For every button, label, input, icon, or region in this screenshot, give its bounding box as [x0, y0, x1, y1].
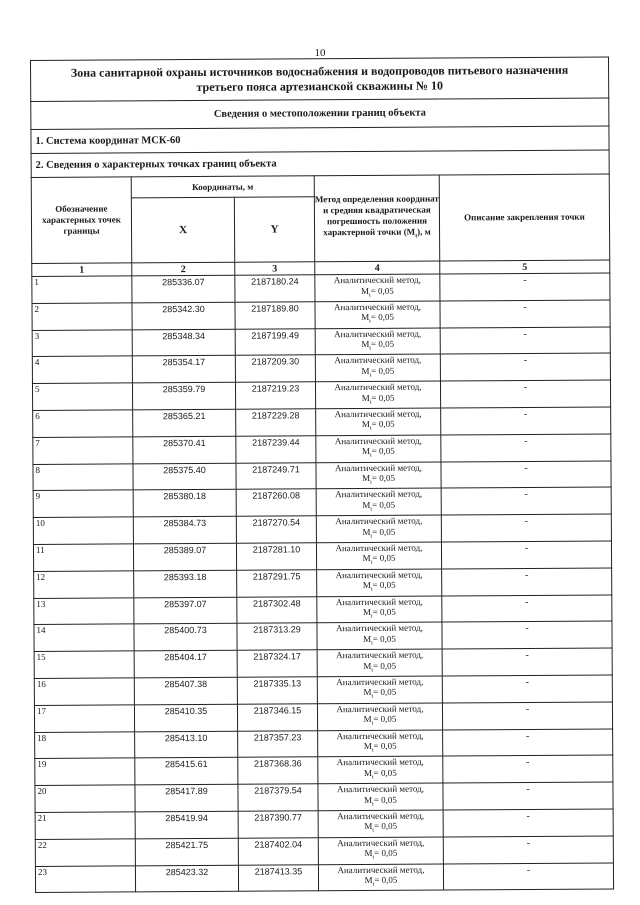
- header-y: Y: [234, 197, 314, 262]
- method-m: M: [362, 499, 371, 510]
- boundary-table: [30, 56, 614, 893]
- method-m: M: [364, 821, 373, 832]
- method-accuracy: = 0,05: [374, 848, 398, 859]
- method-m: M: [362, 473, 371, 484]
- coord-y: 2187219.23: [235, 382, 315, 409]
- method-accuracy: = 0,05: [372, 553, 396, 564]
- table-row: [35, 836, 613, 866]
- table-row: [33, 434, 611, 464]
- method-sub: t: [371, 694, 374, 701]
- point-description: -: [440, 273, 610, 301]
- method-accuracy: = 0,05: [373, 687, 397, 698]
- method-text: Аналитический метод,: [337, 837, 425, 848]
- method-accuracy: = 0,05: [371, 446, 395, 457]
- method-accuracy: = 0,05: [372, 633, 396, 644]
- table-row: [35, 782, 613, 812]
- method-text: Аналитический метод,: [337, 864, 425, 875]
- point-id: 14: [34, 624, 134, 651]
- method-cell: [317, 703, 442, 731]
- method-sub: t: [369, 292, 371, 299]
- points-heading: 2. Сведения о характерных точках границ объекта: [31, 150, 609, 178]
- method-m: M: [363, 633, 372, 644]
- coord-y: 2187379.54: [238, 784, 318, 811]
- point-id: 17: [34, 705, 134, 732]
- coord-x: 285375.40: [133, 463, 236, 490]
- method-text: Аналитический метод,: [334, 381, 422, 393]
- column-number: 3: [235, 262, 315, 275]
- table-row: [33, 407, 611, 437]
- method-cell: [315, 301, 440, 329]
- method-accuracy: = 0,05: [371, 419, 395, 430]
- document-title: Зона санитарной охраны источников водоснабжения и водопроводов питьевого назначения третьего пояса артезианской скважины № 10: [31, 57, 609, 102]
- method-text: Аналитический метод,: [334, 355, 422, 366]
- point-id: 23: [35, 865, 135, 892]
- method-m: M: [362, 606, 372, 618]
- table-row: [32, 380, 610, 410]
- method-sub: t: [371, 667, 374, 674]
- method-sub: t: [371, 747, 374, 754]
- point-description: -: [442, 702, 612, 730]
- method-sub: t: [369, 372, 372, 379]
- document-body: [30, 56, 613, 893]
- table-row: [33, 461, 611, 491]
- table-row: [34, 568, 612, 598]
- header-description: Описание закрепления точки: [439, 174, 610, 261]
- coord-x: 285348.34: [132, 329, 235, 356]
- point-id: 16: [34, 678, 134, 705]
- method-accuracy: = 0,05: [374, 874, 398, 885]
- point-description: -: [442, 648, 612, 676]
- coord-x: 285415.61: [135, 758, 238, 785]
- method-m: M: [360, 285, 370, 296]
- table-row: [34, 675, 612, 705]
- method-accuracy: = 0,05: [371, 392, 395, 403]
- method-sub: t: [372, 854, 375, 861]
- method-text: Аналитический метод,: [336, 730, 424, 741]
- method-text: Аналитический метод,: [335, 515, 423, 527]
- point-description: -: [442, 675, 612, 703]
- point-description: -: [443, 809, 613, 837]
- coord-x: 285393.18: [134, 570, 237, 597]
- point-id: 4: [32, 356, 132, 383]
- table-row: [33, 514, 611, 544]
- point-description: -: [443, 862, 613, 890]
- coord-x: 285404.17: [134, 650, 237, 677]
- method-accuracy: = 0,05: [373, 821, 398, 832]
- method-cell: [316, 542, 441, 570]
- table-row: [35, 729, 613, 759]
- point-id: 18: [35, 731, 135, 758]
- method-cell: [318, 837, 443, 865]
- method-text: Аналитический метод,: [335, 596, 423, 607]
- coord-y: 2187302.48: [237, 596, 317, 623]
- method-accuracy: = 0,05: [370, 312, 394, 323]
- method-m: M: [363, 687, 372, 698]
- coord-x: 285423.32: [135, 865, 238, 892]
- point-description: -: [440, 300, 610, 328]
- coord-x: 285419.94: [135, 811, 238, 838]
- coord-y: 2187281.10: [236, 543, 316, 570]
- method-text: Аналитический метод,: [336, 703, 424, 714]
- coord-y: 2187270.54: [236, 516, 316, 543]
- table-row: [33, 487, 611, 517]
- column-number: 4: [315, 261, 440, 275]
- method-m: M: [363, 740, 372, 752]
- method-cell: [316, 515, 441, 543]
- method-m: M: [364, 874, 373, 886]
- point-id: 21: [35, 812, 135, 839]
- method-m: M: [364, 848, 373, 859]
- method-accuracy: = 0,05: [372, 526, 396, 537]
- coord-x: 285336.07: [132, 275, 235, 302]
- coord-x: 285380.18: [133, 490, 236, 517]
- method-m: M: [363, 714, 372, 725]
- method-cell: [315, 381, 440, 409]
- method-sub: t: [369, 319, 371, 326]
- method-accuracy: = 0,05: [373, 714, 397, 725]
- point-description: -: [443, 836, 613, 864]
- method-cell: [315, 274, 440, 302]
- method-accuracy: = 0,05: [373, 794, 397, 805]
- header-method: Метод определения координат и средняя квадратическая погрешность положения характерной точки $(M_t)$, м: [314, 175, 440, 262]
- table-row: [34, 621, 612, 651]
- coord-y: 2187413.35: [238, 864, 318, 891]
- method-m: M: [362, 526, 371, 537]
- method-accuracy: = 0,05: [372, 580, 396, 591]
- coord-y: 2187291.75: [237, 570, 317, 597]
- coord-x: 285417.89: [135, 784, 238, 811]
- point-description: -: [442, 621, 612, 649]
- method-m: M: [361, 392, 370, 403]
- method-cell: [318, 864, 443, 892]
- method-cell: [318, 810, 443, 838]
- point-description: -: [441, 461, 611, 489]
- coord-y: 2187239.44: [236, 436, 316, 463]
- method-accuracy: = 0,05: [372, 660, 397, 671]
- method-text: Аналитический метод,: [336, 783, 425, 795]
- method-text: Аналитический метод,: [335, 488, 423, 500]
- method-m: M: [361, 419, 370, 430]
- table-row: [35, 755, 613, 785]
- point-id: 7: [33, 437, 133, 464]
- table-row: [32, 353, 610, 383]
- method-sub: t: [369, 399, 372, 406]
- point-id: 9: [33, 490, 133, 517]
- method-m: M: [363, 660, 372, 671]
- coord-x: 285407.38: [134, 677, 237, 704]
- method-sub: t: [370, 586, 373, 593]
- point-id: 20: [35, 785, 135, 812]
- header-coordinates: Координаты, м: [131, 176, 314, 198]
- coord-x: 285421.75: [135, 838, 238, 865]
- coord-y: 2187209.30: [235, 355, 315, 382]
- method-accuracy: = 0,05: [371, 365, 395, 376]
- coord-y: 2187390.77: [238, 811, 318, 838]
- point-id: 15: [34, 651, 134, 678]
- coord-x: 285384.73: [133, 516, 236, 543]
- coord-y: 2187189.80: [235, 302, 315, 329]
- method-cell: [316, 488, 441, 516]
- method-accuracy: = 0,05: [371, 499, 396, 510]
- page-number: 10: [314, 47, 326, 59]
- method-sub: t: [370, 560, 373, 567]
- method-m: M: [361, 339, 370, 350]
- point-description: -: [440, 327, 610, 355]
- point-description: -: [443, 782, 613, 810]
- point-id: 11: [33, 544, 133, 571]
- column-number: 5: [440, 260, 610, 274]
- point-description: -: [440, 353, 610, 381]
- method-cell: [315, 328, 440, 356]
- method-cell: [317, 569, 442, 597]
- method-cell: [316, 408, 441, 436]
- method-m: M: [361, 446, 371, 457]
- point-description: -: [441, 541, 611, 569]
- method-accuracy: = 0,05: [370, 285, 394, 296]
- coord-y: 2187180.24: [235, 275, 315, 302]
- method-accuracy: = 0,05: [373, 740, 397, 751]
- method-cell: [318, 730, 443, 758]
- coord-x: 285354.17: [132, 356, 235, 383]
- coord-y: 2187260.08: [236, 489, 316, 516]
- coord-x: 285410.35: [134, 704, 237, 731]
- method-sub: t: [372, 881, 375, 888]
- coord-y: 2187357.23: [238, 730, 318, 757]
- table-row: [33, 541, 611, 571]
- method-cell: [316, 435, 441, 463]
- table-row: [35, 862, 613, 892]
- coord-y: 2187324.17: [237, 650, 317, 677]
- method-accuracy: = 0,05: [372, 606, 396, 617]
- method-sub: t: [372, 828, 375, 835]
- method-text: Аналитический метод,: [335, 622, 424, 634]
- point-id: 22: [35, 839, 135, 866]
- method-text: Аналитический метод,: [333, 301, 422, 312]
- column-number: 1: [32, 263, 132, 277]
- point-description: -: [440, 380, 610, 408]
- method-sub: t: [370, 506, 373, 513]
- method-text: Аналитический метод,: [336, 756, 424, 768]
- method-text: Аналитический метод,: [334, 408, 422, 420]
- method-sub: t: [371, 720, 374, 727]
- point-id: 3: [32, 329, 132, 356]
- method-sub: t: [371, 613, 373, 620]
- method-sub: t: [372, 801, 374, 808]
- coord-x: 285413.10: [135, 731, 238, 758]
- coord-x: 285397.07: [134, 597, 237, 624]
- column-number: 2: [132, 262, 235, 276]
- method-sub: t: [369, 345, 372, 352]
- point-description: -: [441, 407, 611, 435]
- coord-x: 285400.73: [134, 624, 237, 651]
- method-cell: [317, 649, 442, 677]
- point-id: 19: [35, 758, 135, 785]
- point-description: -: [442, 568, 612, 596]
- coord-y: 2187335.13: [237, 677, 317, 704]
- method-text: Аналитический метод,: [334, 462, 423, 473]
- coord-y: 2187249.71: [236, 462, 316, 489]
- method-accuracy: = 0,05: [373, 767, 397, 778]
- method-cell: [318, 783, 443, 811]
- coord-y: 2187199.49: [235, 328, 315, 355]
- method-m: M: [362, 580, 371, 591]
- method-text: Аналитический метод,: [336, 676, 424, 688]
- coord-x: 285370.41: [133, 436, 236, 463]
- point-id: 1: [32, 276, 132, 303]
- method-m: M: [361, 365, 370, 376]
- coordinate-system: 1. Система координат МСК-60: [31, 126, 609, 154]
- method-text: Аналитический метод,: [334, 328, 422, 339]
- point-id: 12: [34, 571, 134, 598]
- point-description: -: [443, 729, 613, 757]
- table-row: [35, 809, 613, 839]
- point-description: -: [443, 755, 613, 783]
- method-sub: t: [371, 774, 374, 781]
- method-text: Аналитический метод,: [335, 542, 423, 554]
- method-cell: [317, 676, 442, 704]
- method-m: M: [362, 553, 371, 564]
- method-cell: [316, 462, 441, 490]
- point-description: -: [441, 487, 611, 515]
- coord-x: 285389.07: [133, 543, 236, 570]
- method-sub: t: [370, 533, 373, 540]
- method-m: M: [364, 794, 373, 805]
- point-id: 5: [32, 383, 132, 410]
- method-cell: [317, 622, 442, 650]
- header-x: X: [131, 197, 234, 263]
- table-row: [32, 273, 610, 303]
- coord-y: 2187402.04: [238, 837, 318, 864]
- method-accuracy: = 0,05: [371, 472, 395, 483]
- point-id: 10: [33, 517, 133, 544]
- method-text: Аналитический метод,: [336, 649, 424, 661]
- method-cell: [315, 354, 440, 382]
- coord-x: 285365.21: [133, 409, 236, 436]
- method-text: Аналитический метод,: [337, 810, 425, 822]
- point-id: 8: [33, 463, 133, 490]
- coord-y: 2187313.29: [237, 623, 317, 650]
- method-cell: [317, 596, 442, 624]
- coord-y: 2187229.28: [236, 409, 316, 436]
- method-m: M: [363, 767, 373, 778]
- point-id: 6: [33, 410, 133, 437]
- point-id: 13: [34, 597, 134, 624]
- point-id: 2: [32, 303, 132, 330]
- header-designation: Обозначение характерных точек границы: [31, 177, 132, 264]
- point-description: -: [441, 514, 611, 542]
- table-row: [32, 300, 610, 330]
- table-row: [34, 595, 612, 625]
- section-heading: Сведения о местоположении границ объекта: [31, 98, 609, 130]
- method-text: Аналитический метод,: [334, 435, 422, 446]
- method-cell: [318, 756, 443, 784]
- table-row: [34, 648, 612, 678]
- method-sub: t: [370, 452, 372, 460]
- method-m: M: [361, 312, 370, 323]
- method-text: Аналитический метод,: [333, 274, 421, 286]
- point-description: -: [441, 434, 611, 462]
- method-text: Аналитический метод,: [335, 569, 423, 580]
- coord-y: 2187368.36: [238, 757, 318, 784]
- method-accuracy: = 0,05: [371, 338, 395, 350]
- method-sub: t: [370, 479, 372, 486]
- table-row: [34, 702, 612, 732]
- method-sub: t: [369, 426, 372, 433]
- method-sub: t: [371, 640, 373, 647]
- coord-x: 285359.79: [132, 382, 235, 409]
- coord-y: 2187346.15: [237, 704, 317, 731]
- coord-x: 285342.30: [132, 302, 235, 329]
- table-row: [32, 327, 610, 357]
- point-description: -: [442, 595, 612, 623]
